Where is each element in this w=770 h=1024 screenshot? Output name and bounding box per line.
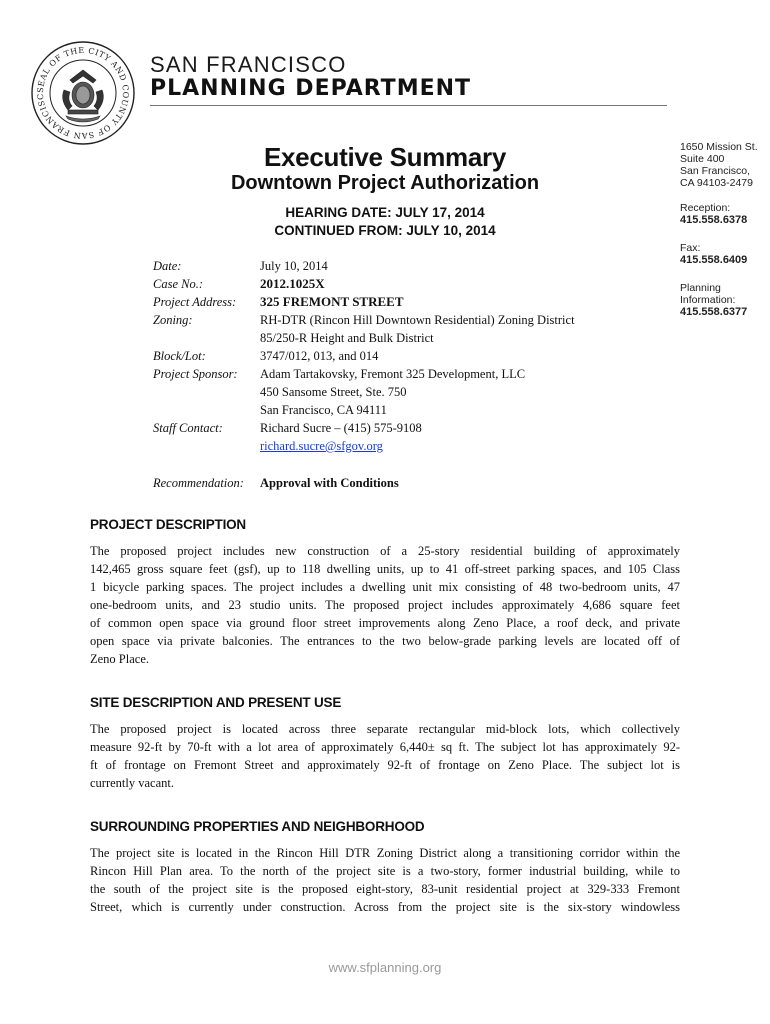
surrounding-text <box>90 844 680 916</box>
planning-label: Planning <box>680 282 721 294</box>
reception-phone: 415.558.6378 <box>680 214 748 226</box>
text-line: currently vacant. <box>90 776 174 790</box>
fax-phone: 415.558.6409 <box>680 254 748 266</box>
site-description-heading: SITE DESCRIPTION AND PRESENT USE <box>90 695 342 710</box>
case-label: Case No.: <box>153 277 203 291</box>
text-line: The project site is located in the Rincon Hill DTR Zoning District along a transitioning corridor within the <box>90 846 680 860</box>
zoning-label: Zoning: <box>153 313 193 327</box>
footer-url[interactable]: www.sfplanning.org <box>328 960 442 975</box>
case-value: 2012.1025X <box>260 276 325 291</box>
project-address-value: 325 FREMONT STREET <box>260 294 404 309</box>
continued-date: CONTINUED FROM: JULY 10, 2014 <box>274 223 496 238</box>
address-state-zip: CA 94103-2479 <box>680 177 753 189</box>
fax-label: Fax: <box>680 242 701 254</box>
page-subtitle: Downtown Project Authorization <box>230 172 540 194</box>
text-line: 142,465 gross square feet (gsf), up to 118 dwelling units, up to 41 off-street parking spaces, and 105 Class <box>90 562 680 576</box>
text-line: one-bedroom units, and 23 studio units. The proposed project includes approximately 4,686 square feet <box>90 598 680 612</box>
recommendation-label: Recommendation: <box>153 476 244 490</box>
seal-icon <box>30 40 136 146</box>
sponsor-name: Adam Tartakovsky, Fremont 325 Development, LLC <box>260 367 526 381</box>
text-line: The proposed project is located across three separate rectangular mid-block lots, which collectively <box>90 722 680 736</box>
text-line: Rincon Hill Plan area. To the north of the project site is a two-story, former industrial building, while to <box>90 864 680 878</box>
project-address-label: Project Address: <box>153 295 237 309</box>
text-line: The proposed project includes new construction of a 25-story residential building of approximately <box>90 544 680 558</box>
block-lot-label: Block/Lot: <box>153 349 206 363</box>
sponsor-label: Project Sponsor: <box>153 367 238 381</box>
date-label: Date: <box>153 259 182 273</box>
page-title: Executive Summary <box>263 142 507 172</box>
header-divider <box>150 105 667 106</box>
planning-phone: 415.558.6377 <box>680 306 748 318</box>
text-line: measure 92-ft by 70-ft with a lot area of approximately 6,440± sq ft. The subject lot has approximately 92- <box>90 740 680 754</box>
sponsor-street: 450 Sansome Street, Ste. 750 <box>260 385 407 399</box>
text-line: open space via private balconies. The entrances to the two below-grade parking levels are located off of <box>90 634 680 648</box>
project-description-text <box>90 542 680 668</box>
site-description-text <box>90 720 680 792</box>
sponsor-city: San Francisco, CA 94111 <box>260 403 387 417</box>
recommendation-value: Approval with Conditions <box>260 476 399 490</box>
zoning-value: RH-DTR (Rincon Hill Downtown Residential) Zoning District <box>260 313 575 327</box>
address-street: 1650 Mission St. <box>680 141 758 153</box>
information-label: Information: <box>680 294 736 306</box>
city-seal <box>30 40 136 146</box>
address-suite: Suite 400 <box>680 153 725 165</box>
staff-contact-label: Staff Contact: <box>153 421 223 435</box>
height-bulk-value: 85/250-R Height and Bulk District <box>260 331 434 345</box>
block-lot-value: 3747/012, 013, and 014 <box>260 349 379 363</box>
text-line: Zeno Place. <box>90 652 150 666</box>
text-line: 1 bicycle parking spaces. The project includes a dwelling unit mix consisting of 48 two-bedroom units, 47 <box>90 580 680 594</box>
surrounding-heading: SURROUNDING PROPERTIES AND NEIGHBORHOOD <box>90 819 425 834</box>
project-description-heading: PROJECT DESCRIPTION <box>90 517 246 532</box>
staff-contact-value: Richard Sucre – (415) 575-9108 <box>260 421 422 435</box>
text-line: ft of frontage on Fremont Street and approximately 92-ft of frontage on Zeno Place. The subject lot is <box>90 758 680 772</box>
date-value: July 10, 2014 <box>260 259 328 273</box>
text-line: of common open space via ground floor street improvements along Zeno Place, a roof deck, and private <box>90 616 680 630</box>
department-name: PLANNING DEPARTMENT <box>150 76 472 101</box>
hearing-date: HEARING DATE: JULY 17, 2014 <box>285 205 485 220</box>
department-city: SAN FRANCISCO <box>150 52 347 77</box>
reception-label: Reception: <box>680 202 731 214</box>
address-city: San Francisco, <box>680 165 751 177</box>
svg-text:SEAL OF THE CITY AND COUNTY OF: SEAL OF THE CITY AND COUNTY OF SAN FRANCISC <box>35 45 131 141</box>
staff-email-link[interactable]: richard.sucre@sfgov.org <box>260 439 383 453</box>
text-line: the south of the project site is the proposed eight-story, 83-unit residential project at 329-333 Fremont <box>90 882 680 896</box>
text-line: Street, which is currently under construction. Across from the project site is the six-story windowless <box>90 900 680 914</box>
